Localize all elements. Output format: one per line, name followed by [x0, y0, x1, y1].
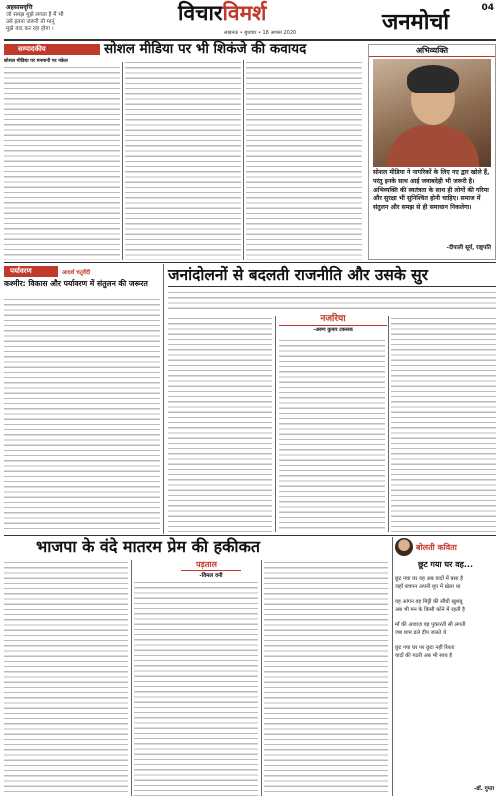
main-headline: जनांदोलनों से बदलती राजनीति और उसके सुर	[168, 265, 428, 284]
opinion-quote: सोशल मीडिया ने नागरिकों के लिए नए द्वार खोले हैं, परंतु इनके साथ आई जवाबदेही भी जरूरी है। अभिव्यक्ति की स्वतंत्रता के साथ ही लोगों की गरिमा और सुरक्षा भी सुनिश्चित होनी चाहिए। समाज में संतुलन और समझ से ही समाधान निकलेगा।	[373, 169, 490, 212]
environment-headline: कश्मीर: विकास और पर्यावरण में संतुलन की जरूरत	[4, 279, 148, 288]
section-title-b: विमर्श	[222, 0, 267, 25]
registration-mark-group	[304, 799, 346, 806]
poet-avatar	[395, 538, 413, 556]
headline-rule	[168, 286, 496, 287]
column-divider	[131, 560, 132, 796]
poem-author: -डॉ. गुप्ता	[473, 786, 494, 792]
poem-box	[395, 538, 496, 796]
bottom-body-col-2	[134, 580, 258, 796]
column-divider	[122, 62, 123, 260]
opinion-author: -दीपाली सूर्य, राष्ट्रपति	[446, 245, 491, 251]
bottom-byline: -विमल वनी	[181, 570, 241, 579]
bottom-tag: पड़ताल	[196, 560, 217, 569]
section-title	[178, 1, 266, 25]
poem-line: जहाँ बचपन अपनी धूप में खेला था	[395, 584, 461, 590]
registration-mark-group	[154, 799, 196, 806]
editorial-subhead: सोशल मीडिया पर मनमानी पर नकेल	[4, 59, 68, 64]
editorial-label: सम्पादकीय	[4, 44, 100, 55]
masthead	[0, 0, 500, 40]
main-body-col-3	[391, 316, 496, 532]
opinion-label: अभिव्यक्ति	[369, 45, 495, 57]
masthead-quote-line: उसे इतना जरूरी तो मानूं	[6, 19, 55, 25]
editorial-headline: सोशल मीडिया पर भी शिकंजे की कवायद	[104, 41, 307, 57]
editorial-body-col-2	[125, 60, 241, 260]
bottom-headline: भाजपा के वंदे मातरम प्रेम की हकीकत	[36, 537, 260, 556]
environment-byline: आदर्श चतुर्वेदी	[62, 270, 91, 276]
section-title-a: विचार	[178, 0, 223, 25]
poem-line: छूट गया घर पर छूटा नहीं रिश्ता	[395, 645, 455, 651]
poem-line: अब भी मन के किसी कोने में रहती है	[395, 607, 465, 613]
environment-body	[4, 297, 160, 532]
main-tag-box	[279, 314, 387, 336]
column-divider	[243, 60, 244, 260]
registration-mark-group	[454, 799, 496, 806]
masthead-left-tag: अहसासवृत्ति	[6, 4, 33, 11]
column-divider	[261, 560, 262, 796]
poem-label: बोलती कविता	[416, 542, 457, 552]
editorial-body-col-1	[4, 65, 120, 260]
column-divider	[275, 316, 276, 532]
opinion-box	[368, 44, 496, 260]
section-rule	[4, 535, 496, 536]
masthead-quote-line: मुझे याद कर रहा होगा ।	[6, 26, 54, 32]
bottom-body-col-1	[4, 560, 128, 796]
column-divider	[163, 264, 164, 534]
poem-line: छूट गया घर वह अब यादों में बसा है	[395, 576, 463, 582]
opinion-photo	[373, 59, 491, 167]
dateline: लखनऊ • बुधवार • 18 अगस्त 2020	[224, 30, 297, 36]
main-intro	[168, 290, 496, 312]
poem-lines	[395, 576, 496, 660]
opinion-photo-sari	[387, 125, 479, 167]
registration-mark-group	[4, 799, 46, 806]
poem-line: माँ की आवाज़ वह पुकारती सी लगती	[395, 622, 466, 628]
brand-logo: जनमोर्चा	[382, 9, 450, 35]
main-tag: नजरिया	[320, 314, 346, 324]
bottom-body-col-3	[264, 560, 388, 796]
poem-line: वह आंगन वह मिट्टी की सौंधी खुशबू	[395, 599, 463, 605]
environment-label: पर्यावरण	[4, 266, 58, 277]
opinion-photo-hair	[407, 65, 459, 93]
page-number: 04	[481, 3, 494, 13]
poem-line: यादों की गठरी अब भी साथ है	[395, 653, 453, 659]
section-rule	[4, 262, 496, 263]
column-divider	[392, 537, 393, 796]
poem-title: छूट गया घर वह...	[417, 560, 474, 569]
poem-header	[395, 538, 496, 556]
main-byline: -अरुण कुमार टकसक	[279, 325, 387, 334]
column-divider	[388, 316, 389, 532]
main-body-col-2	[279, 338, 385, 532]
editorial-body-col-3	[246, 60, 362, 260]
poem-line: जब शाम ढले दीप जलते थे	[395, 630, 447, 636]
masthead-quote	[6, 12, 156, 33]
masthead-quote-line: जो समझ मुझे लगता है मैं भी	[6, 12, 64, 18]
print-registration-marks	[4, 799, 496, 806]
main-body-col-1	[168, 316, 272, 532]
